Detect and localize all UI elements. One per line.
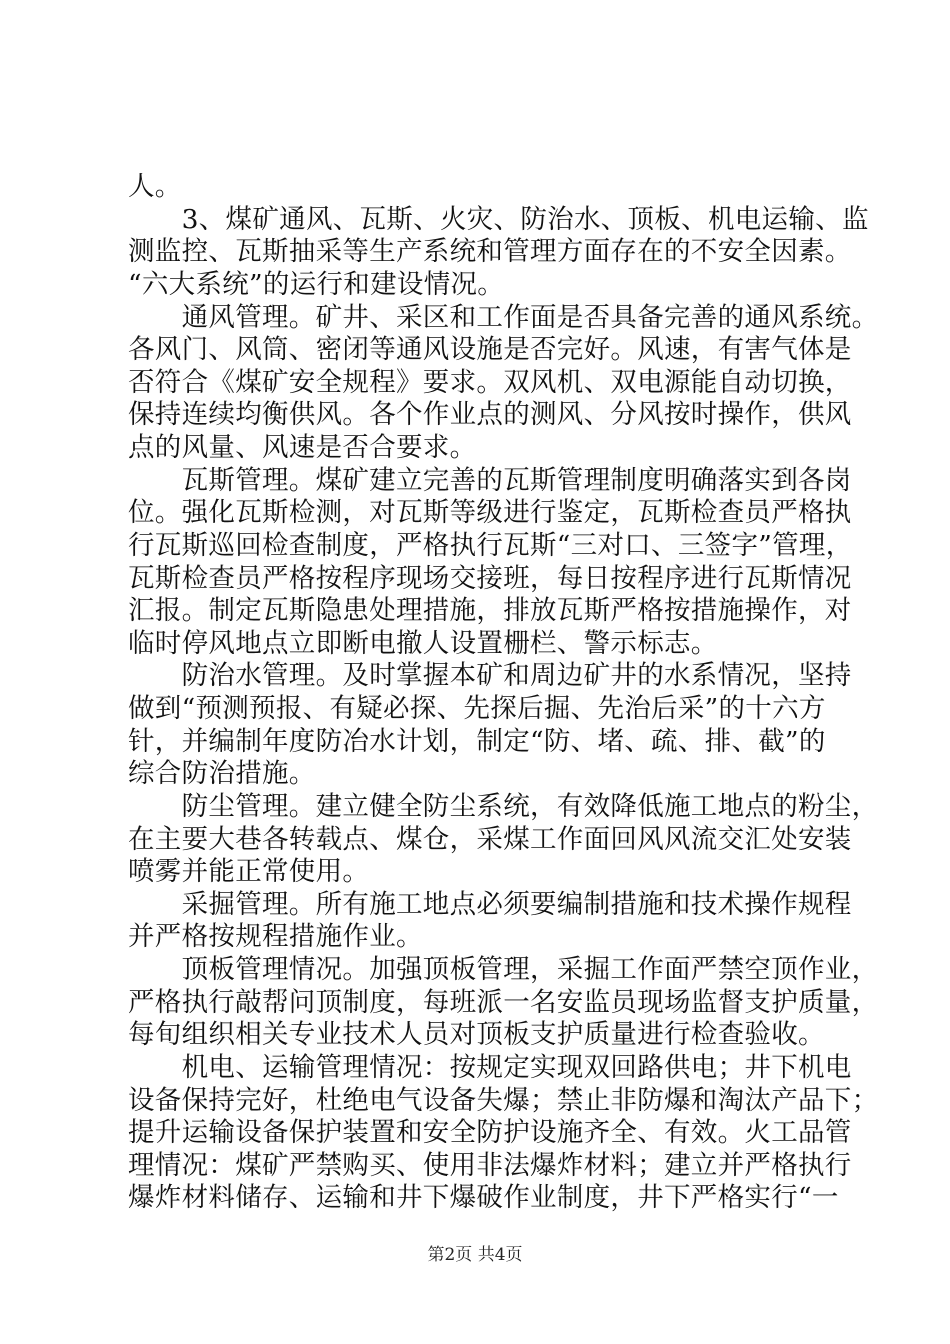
- text-line: 行瓦斯巡回检查制度，严格执行瓦斯“三对口、三签字”管理，: [128, 530, 853, 561]
- text-line: 机电、运输管理情况：按规定实现双回路供电；井下机电: [128, 1052, 852, 1083]
- text-line: 在主要大巷各转载点、煤仓，采煤工作面回风风流交汇处安装: [128, 824, 852, 855]
- text-line: 各风门、风筒、密闭等通风设施是否完好。风速，有害气体是: [128, 334, 852, 365]
- text-line: 3、煤矿通风、瓦斯、火灾、防治水、顶板、机电运输、监: [128, 204, 869, 235]
- text-line: 瓦斯管理。煤矿建立完善的瓦斯管理制度明确落实到各岗: [128, 465, 852, 496]
- text-line: 点的风量、风速是否合要求。: [128, 432, 477, 463]
- text-line: 人。: [128, 171, 182, 202]
- text-line: 爆炸材料储存、运输和井下爆破作业制度，井下严格实行“一: [128, 1182, 839, 1213]
- text-line: 防尘管理。建立健全防尘系统，有效降低施工地点的粉尘，: [128, 791, 879, 822]
- text-line: 否符合《煤矿安全规程》要求。双风机、双电源能自动切换，: [128, 367, 852, 398]
- text-line: 严格执行敲帮问顶制度，每班派一名安监员现场监督支护质量，: [128, 987, 879, 1018]
- text-line: 采掘管理。所有施工地点必须要编制措施和技术操作规程: [128, 889, 852, 920]
- text-line: 设备保持完好，杜绝电气设备失爆；禁止非防爆和淘汰产品下；: [128, 1085, 879, 1116]
- text-line: 保持连续均衡供风。各个作业点的测风、分风按时操作，供风: [128, 399, 852, 430]
- text-line: 提升运输设备保护装置和安全防护设施齐全、有效。火工品管: [128, 1117, 852, 1148]
- text-line: 防治水管理。及时掌握本矿和周边矿井的水系情况，坚持: [128, 660, 852, 691]
- text-line: 测监控、瓦斯抽采等生产系统和管理方面存在的不安全因素。: [128, 236, 852, 267]
- text-line: 针，并编制年度防冶水计划，制定“防、堵、疏、排、截”的: [128, 726, 826, 757]
- page-number-footer: 第2页 共4页: [427, 1245, 523, 1265]
- text-line: 综合防治措施。: [128, 758, 316, 789]
- text-line: 通风管理。矿井、采区和工作面是否具备完善的通风系统。: [128, 302, 879, 333]
- text-line: 并严格按规程措施作业。: [128, 921, 423, 952]
- text-line: 位。强化瓦斯检测，对瓦斯等级进行鉴定，瓦斯检查员严格执: [128, 497, 852, 528]
- text-line: 临时停风地点立即断电撤人设置栅栏、警示标志。: [128, 628, 718, 659]
- text-line: 瓦斯检查员严格按程序现场交接班，每日按程序进行瓦斯情况: [128, 563, 852, 594]
- text-line: 喷雾并能正常使用。: [128, 856, 370, 887]
- text-line: 顶板管理情况。加强顶板管理，采掘工作面严禁空顶作业，: [128, 954, 879, 985]
- text-line: 汇报。制定瓦斯隐患处理措施，排放瓦斯严格按措施操作，对: [128, 595, 852, 626]
- text-line: “六大系统”的运行和建设情况。: [128, 269, 505, 300]
- text-line: 理情况：煤矿严禁购买、使用非法爆炸材料；建立并严格执行: [128, 1150, 852, 1181]
- text-line: 每旬组织相关专业技术人员对顶板支护质量进行检查验收。: [128, 1019, 825, 1050]
- text-line: 做到“预测预报、有疑必探、先探后掘、先治后采”的十六方: [128, 693, 826, 724]
